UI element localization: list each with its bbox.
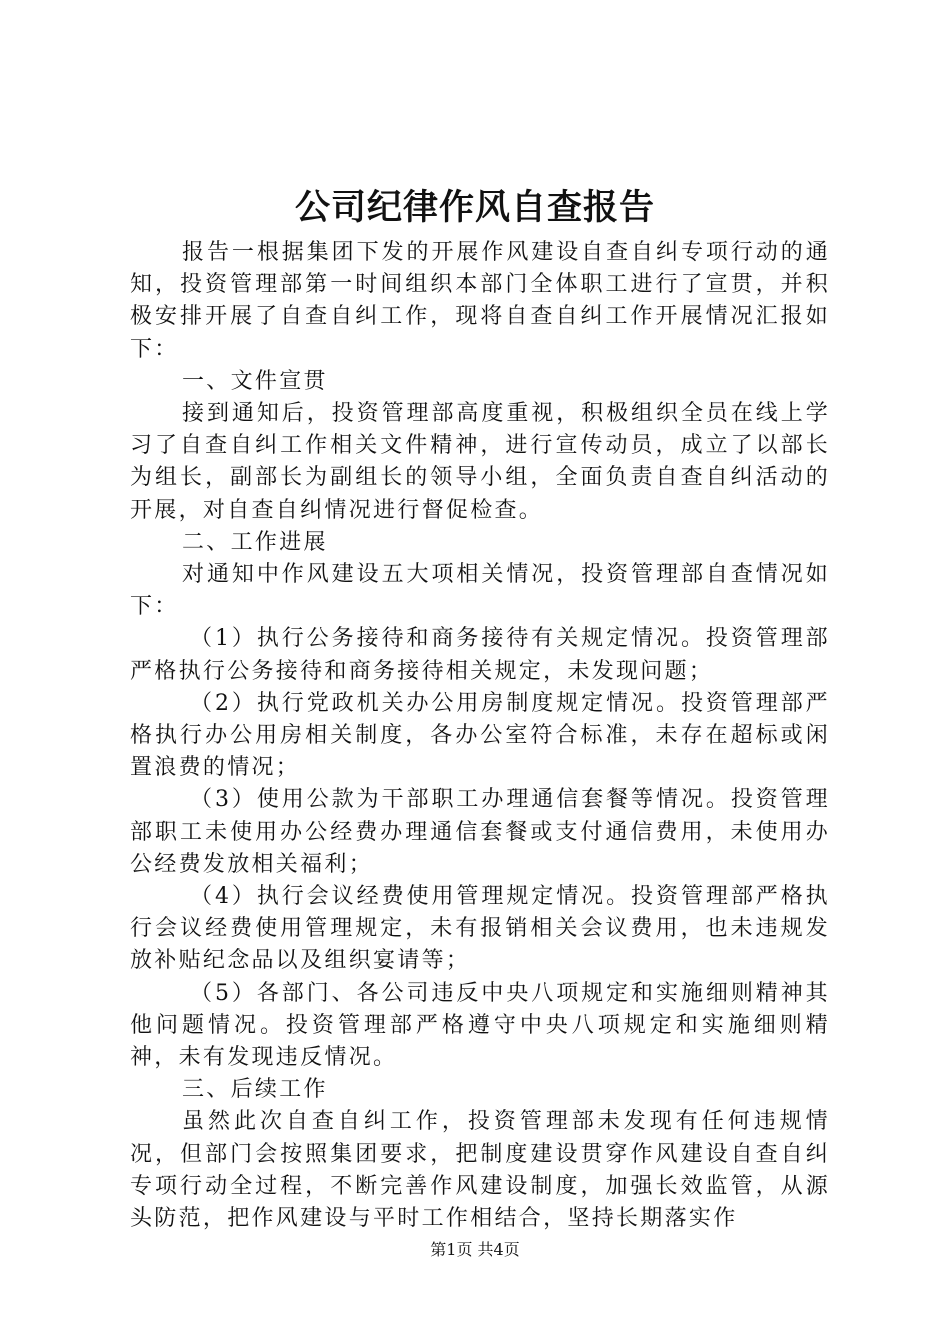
list-item-4: （4）执行会议经费使用管理规定情况。投资管理部严格执行会议经费使用管理规定，未有报销相关会议费用，也未违规发放补贴纪念品以及组织宴请等；: [130, 884, 830, 974]
section-1-paragraph: 接到通知后，投资管理部高度重视，积极组织全员在线上学习了自查自纠工作相关文件精神，进行宣传动员，成立了以部长为组长，副部长为副组长的领导小组，全面负责自查自纠活动的开展，对自查自纠情况进行督促检查。: [130, 401, 830, 523]
document-body: [130, 237, 830, 1235]
list-item-3: （3）使用公款为干部职工办理通信套餐等情况。投资管理部职工未使用办公经费办理通信套餐或支付通信费用，未使用办公经费发放相关福利；: [130, 787, 830, 877]
section-heading-2: 二、工作进展: [182, 529, 328, 555]
intro-paragraph: 报告一根据集团下发的开展作风建设自查自纠专项行动的通知，投资管理部第一时间组织本部门全体职工进行了宣贯，并积极安排开展了自查自纠工作，现将自查自纠工作开展情况汇报如下：: [130, 240, 830, 362]
list-item-2: （2）执行党政机关办公用房制度规定情况。投资管理部严格执行办公用房相关制度，各办公室符合标准，未存在超标或闲置浪费的情况；: [130, 690, 830, 781]
section-3-paragraph: 虽然此次自查自纠工作，投资管理部未发现有任何违规情况，但部门会按照集团要求，把制度建设贯穿作风建设自查自纠专项行动全过程，不断完善作风建设制度，加强长效监管，从源头防范，把作风建设与平时工作相结合，坚持长期落实作: [130, 1109, 830, 1232]
section-heading-1: 一、文件宣贯: [182, 368, 328, 394]
section-2-paragraph: 对通知中作风建设五大项相关情况，投资管理部自查情况如下：: [130, 562, 830, 620]
page-number-footer: 第1页 共4页: [430, 1240, 520, 1259]
section-heading-3: 三、后续工作: [182, 1077, 328, 1103]
list-item-5: （5）各部门、各公司违反中央八项规定和实施细则精神其他问题情况。投资管理部严格遵守中央八项规定和实施细则精神，未有发现违反情况。: [130, 980, 830, 1071]
list-item-1: （1）执行公务接待和商务接待有关规定情况。投资管理部严格执行公务接待和商务接待相关规定，未发现问题；: [130, 626, 830, 684]
document-title: 公司纪律作风自查报告: [294, 188, 655, 228]
